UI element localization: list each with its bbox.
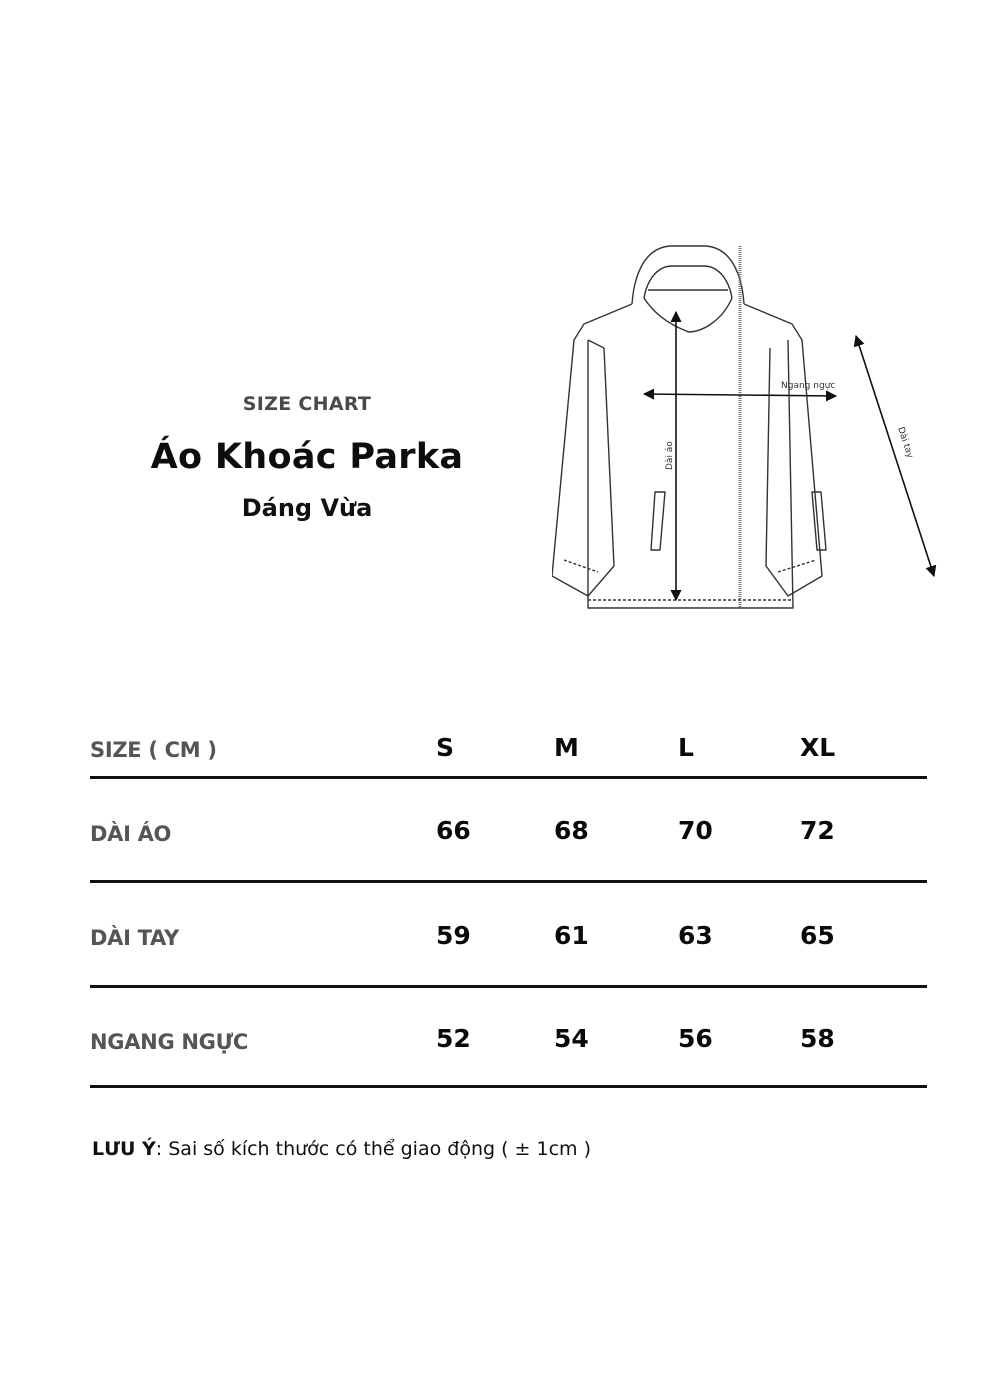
table-cell: 54 bbox=[554, 1024, 589, 1053]
table-cell: 65 bbox=[800, 921, 835, 950]
table-cell: 59 bbox=[436, 921, 471, 950]
table-cell: 66 bbox=[436, 816, 471, 845]
table-divider bbox=[90, 880, 927, 883]
sleeve-measure-label: Dài tay bbox=[895, 425, 915, 460]
row-label-sleeve: DÀI TAY bbox=[90, 926, 179, 950]
chest-measure-label: Ngang ngực bbox=[781, 381, 836, 391]
table-divider bbox=[90, 985, 927, 988]
table-divider bbox=[90, 1085, 927, 1088]
table-divider bbox=[90, 776, 927, 779]
size-header-m: M bbox=[554, 733, 579, 762]
jacket-measurement-diagram bbox=[552, 236, 948, 610]
table-cell: 58 bbox=[800, 1024, 835, 1053]
table-cell: 72 bbox=[800, 816, 835, 845]
length-measure-label: Dài áo bbox=[665, 441, 675, 470]
product-title: Áo Khoác Parka bbox=[150, 437, 464, 477]
table-cell: 52 bbox=[436, 1024, 471, 1053]
size-chart-kicker: SIZE CHART bbox=[242, 393, 372, 415]
fit-subtitle: Dáng Vừa bbox=[241, 494, 373, 522]
table-cell: 61 bbox=[554, 921, 589, 950]
size-header-s: S bbox=[436, 733, 455, 762]
note-text: : Sai số kích thước có thể giao động ( ± 1cm ) bbox=[155, 1138, 591, 1160]
size-header-l: L bbox=[678, 733, 694, 762]
table-cell: 70 bbox=[678, 816, 713, 845]
tolerance-note bbox=[92, 1138, 591, 1160]
table-cell: 56 bbox=[678, 1024, 713, 1053]
size-unit-header: SIZE ( CM ) bbox=[90, 738, 217, 762]
row-label-chest: NGANG NGỰC bbox=[90, 1030, 248, 1054]
size-header-xl: XL bbox=[800, 733, 836, 762]
table-cell: 68 bbox=[554, 816, 589, 845]
jacket-outline-icon bbox=[552, 236, 948, 610]
row-label-length: DÀI ÁO bbox=[90, 822, 172, 846]
note-prefix: LƯU Ý bbox=[92, 1138, 156, 1160]
table-cell: 63 bbox=[678, 921, 713, 950]
